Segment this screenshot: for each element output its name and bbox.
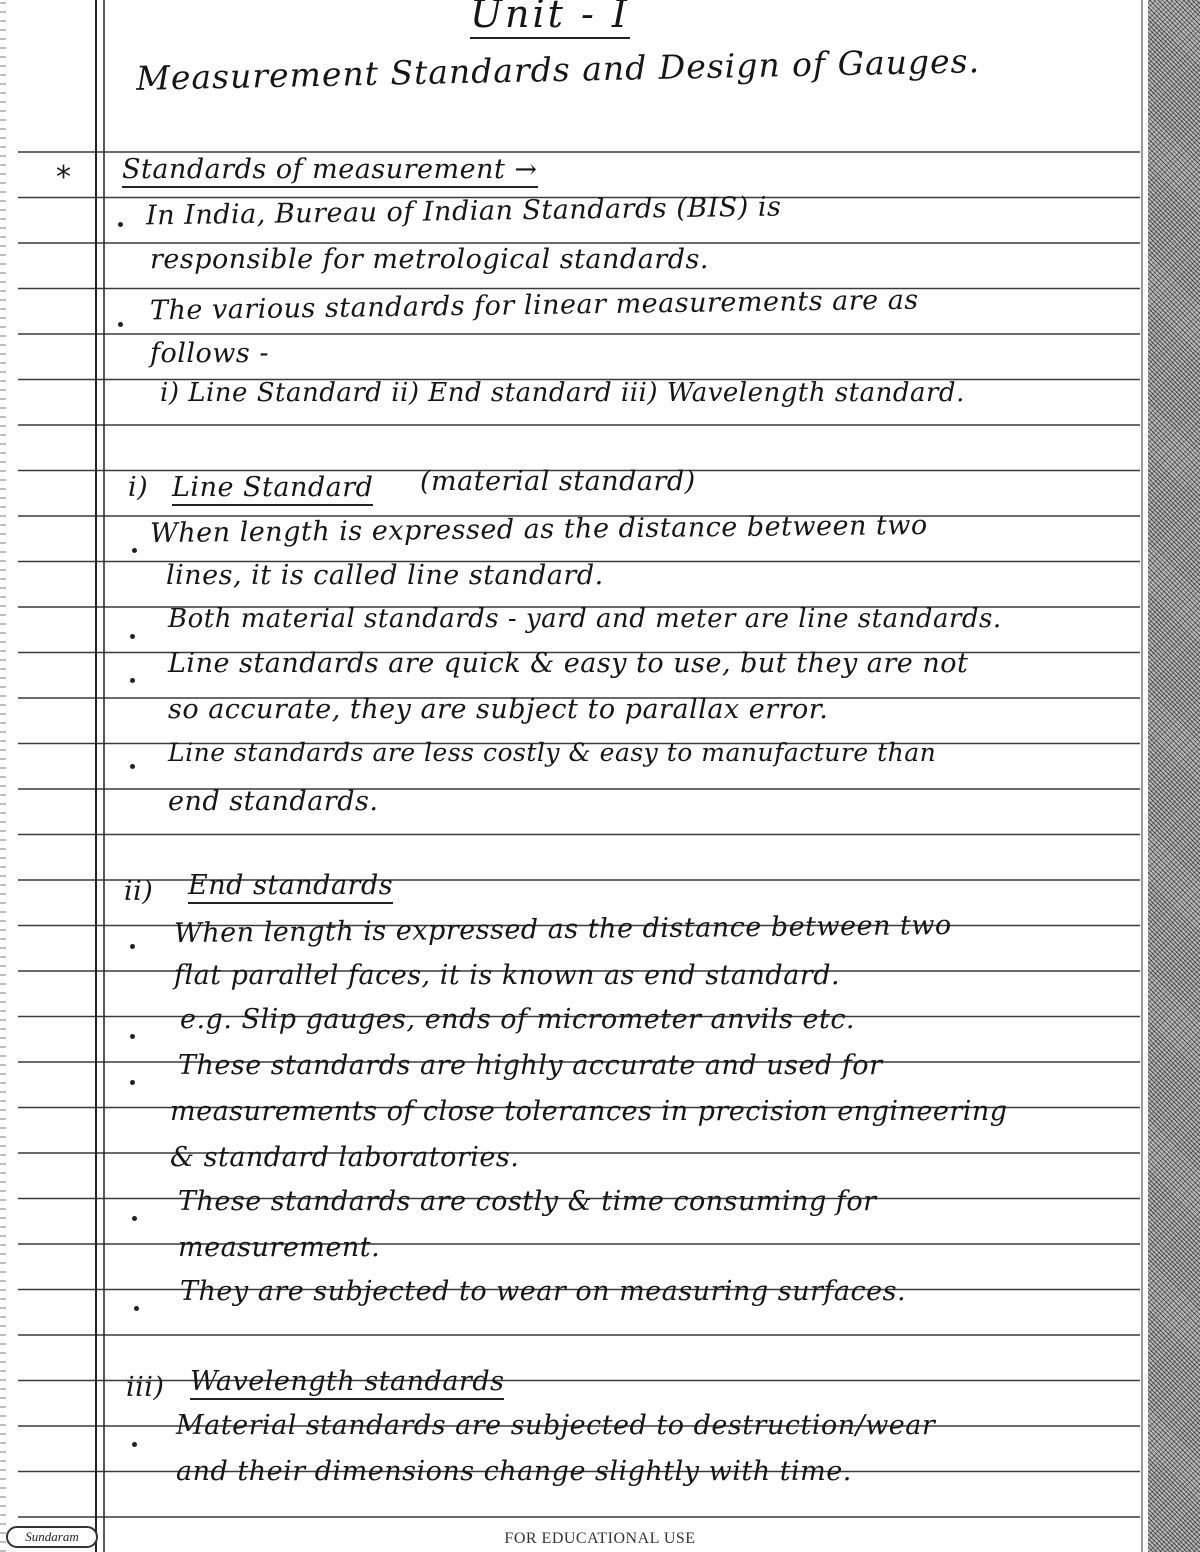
text-line: When length is expressed as the distance between two	[173, 909, 952, 950]
text-line: They are subjected to wear on measuring surfaces.	[180, 1276, 907, 1307]
text-line: follows -	[150, 338, 269, 369]
text-line: Line standards are less costly & easy to manufacture than	[168, 738, 937, 767]
section-title-wavelength-standards: Wavelength standards	[190, 1366, 504, 1400]
text-line: These standards are highly accurate and used for	[178, 1050, 883, 1081]
footer-watermark: FOR EDUCATIONAL USE	[504, 1530, 696, 1547]
text-line: measurement.	[178, 1232, 381, 1263]
text-line: In India, Bureau of Indian Standards (BIS) is	[145, 191, 782, 232]
section-number: ii)	[124, 876, 154, 907]
section-title-note: (material standard)	[420, 466, 696, 497]
text-line: Line standards are quick & easy to use, but they are not	[168, 648, 969, 679]
text-line: flat parallel faces, it is known as end standard.	[174, 960, 841, 991]
bullet	[118, 322, 123, 327]
section-title-line-standard: Line Standard	[172, 472, 373, 506]
bullet	[118, 222, 123, 227]
text-line: responsible for metrological standards.	[150, 244, 709, 275]
section-title-end-standards: End standards	[188, 870, 393, 904]
text-line: These standards are costly & time consuming for	[178, 1186, 877, 1217]
section-number: iii)	[126, 1372, 165, 1403]
scan-edge-noise-left	[0, 0, 6, 1552]
text-line: The various standards for linear measurements are as	[149, 284, 919, 327]
text-line: so accurate, they are subject to parallax error.	[168, 694, 829, 725]
section-title-standards: Standards of measurement →	[122, 154, 538, 188]
page-title: Measurement Standards and Design of Gauges.	[135, 41, 981, 98]
scan-edge-noise	[1148, 0, 1200, 1552]
text-line: Material standards are subjected to destruction/wear	[176, 1410, 936, 1441]
text-line: e.g. Slip gauges, ends of micrometer anvils etc.	[180, 1004, 856, 1035]
text-line: lines, it is called line standard.	[166, 560, 604, 591]
brand-logo: Sundaram	[6, 1526, 98, 1548]
bullet	[132, 1216, 137, 1221]
bullet	[132, 1442, 137, 1447]
text-line: and their dimensions change slightly with time.	[176, 1456, 852, 1487]
text-line: end standards.	[168, 786, 379, 817]
section-number: i)	[128, 472, 149, 503]
star-marker: *	[56, 160, 71, 195]
bullet	[130, 764, 135, 769]
unit-heading: Unit - I	[470, 0, 630, 39]
text-line: measurements of close tolerances in precision engineering	[170, 1096, 1008, 1127]
bullet	[130, 634, 135, 639]
bullet	[134, 1306, 139, 1311]
bullet	[130, 944, 135, 949]
text-line: When length is expressed as the distance between two	[149, 509, 928, 550]
bullet	[130, 678, 135, 683]
standards-list: i) Line Standard ii) End standard iii) Wavelength standard.	[160, 378, 965, 408]
text-line: & standard laboratories.	[170, 1142, 520, 1173]
bullet	[130, 1034, 135, 1039]
bullet	[132, 548, 137, 553]
text-line: Both material standards - yard and meter are line standards.	[168, 604, 1002, 634]
bullet	[130, 1080, 135, 1085]
